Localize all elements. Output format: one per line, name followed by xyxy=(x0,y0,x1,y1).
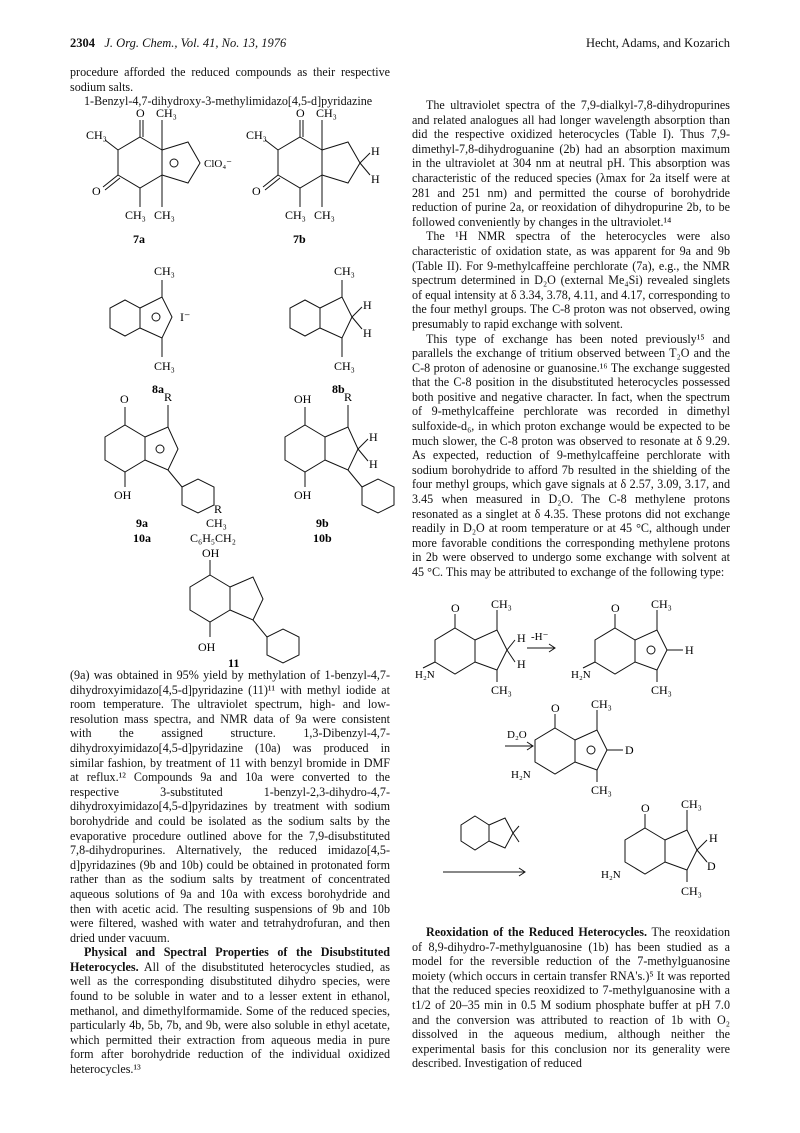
scheme-atom-h2n-4: H₂N xyxy=(601,869,621,881)
scheme-atom-d-3: D xyxy=(625,743,634,757)
scheme-atom-h-1a: H xyxy=(517,631,526,645)
intro-text: procedure afforded the reduced compounds as their respective sodium salts. xyxy=(70,65,390,94)
paragraph-9a: (9a) was obtained in 95% yield by methylation of 1-benzyl-4,7-dihydroxyimidazo[4,5-d]pyridazine (11)¹¹ with methyl iodide at room temperature. The ultraviolet spectrum, high- and low-resolution mass spectra, and NMR data of 9a were consistent with the assigned structure. 1,3-Dibenzyl-4,7-dihydroxyimidazo[4,5-d]pyridazine (10a) was produced in similar fashion, by treatment of 11 with benzyl bromide in DMF at reflux.¹² Compounds 9a and 10a were converted to the respective 3-substituted 1-benzyl-2,3-dihydro-4,7-dihydroxyimidazo[4,5-d]pyridazines by treatment with sodium borohydride and could be isolated as the sodium salts by the evaporative procedure outlined above for the 7,9-disubstituted 7,8-dihydropurines. Alternatively, the reduced imidazo[4,5-d]pyridazines (9b and 10b) could be obtained in protonated form rather than as the sodium salts by treatment of concentrated aqueous solutions of 9a and 10a with excess borohydride and then with acetic acid. The resulting suspensions of 9b and 10b were filtered, washed with water and tetrahydrofuran, and then dried under vacuum. xyxy=(70,668,390,945)
atom-oh-9b: OH xyxy=(294,488,312,502)
atom-ch3-7b-top: CH₃ xyxy=(316,106,337,120)
scheme-arrow-d2o: D₂O xyxy=(507,729,527,741)
atom-iodide-8a: I⁻ xyxy=(180,310,191,324)
label-8a: 8a xyxy=(152,382,164,396)
paragraph-nmr: The ¹H NMR spectra of the heterocycles were also characteristic of oxidation state, as was apparent for 9a and 9b (Table II). For 9-methylcaffeine perchlorate (7a), e.g., the NMR spectrum determined in D₂O (external Me₄Si) revealed singlets of equal intensity at δ 3.34, 3.78, 4.11, and 4.17, corresponding to the four methyl groups. The C-8 proton was not observed, owing presumably to rapid exchange with solvent. xyxy=(412,229,730,331)
page-header-authors: Hecht, Adams, and Kozarich xyxy=(585,36,730,50)
atom-r-9a: R xyxy=(164,390,173,404)
atom-ch3-7a-left: CH₃ xyxy=(86,128,107,142)
atom-oh-11-top: OH xyxy=(202,546,220,560)
atom-ch3-8b-bottom: CH₃ xyxy=(334,359,355,373)
scheme-atom-h2n-3: H₂N xyxy=(511,769,531,781)
atom-ch3-7a-b1: CH₃ xyxy=(125,208,146,222)
scheme-atom-h2n-2: H₂N xyxy=(571,669,591,681)
scheme-atom-ch3-4: CH₃ xyxy=(681,797,702,811)
atom-ch3-8b-top: CH₃ xyxy=(334,264,355,278)
compound-title: 1-Benzyl-4,7-dihydroxy-3-methylimidazo[4,5-d]pyridazine xyxy=(84,94,373,109)
section-heading-properties: Physical and Spectral Properties of the Disubstituted Heterocycles. xyxy=(70,945,390,974)
atom-o-7a-bottom: O xyxy=(92,184,101,198)
scheme-arrow-hydride: -H⁻ xyxy=(531,631,549,643)
substituent-9: CH₃ xyxy=(206,516,227,530)
atom-oh-9b-top: OH xyxy=(294,392,312,406)
atom-ch3-7a-top: CH₃ xyxy=(156,106,177,120)
label-10b: 10b xyxy=(313,531,332,545)
atom-r-9b: R xyxy=(344,390,353,404)
atom-ch3-7b-left: CH₃ xyxy=(246,128,267,142)
substituent-header: R xyxy=(214,502,223,516)
paragraph-uv: The ultraviolet spectra of the 7,9-dialkyl-7,8-dihydropurines and related analogues all had longer wavelength absorption than did the respective oxidized heterocycles (Table I). Thus 7,9-dimethyl-7,8-dihydroguanine (2b) had an absorption maximum in the ultraviolet at 304 nm at neutral pH. This absorption was characteristic of the reduced species (λmax for 2a itself were at 281 and 251 nm) and permitted the course of borohydride reduction of purine 2a, or reoxidation of dihydropurine 2b, to be followed conveniently by changes in the ultraviolet.¹⁴ xyxy=(412,98,730,229)
section-heading-reoxidation: Reoxidation of the Reduced Heterocycles. xyxy=(426,925,647,939)
scheme-atom-h-2: H xyxy=(685,643,694,657)
scheme-atom-ch3-3: CH₃ xyxy=(591,697,612,711)
atom-o-7b-bottom: O xyxy=(252,184,261,198)
scheme-atom-ch3-2b: CH₃ xyxy=(651,683,672,697)
atom-oh-11-bottom: OH xyxy=(198,640,216,654)
atom-clo4-7a: ClO₄⁻ xyxy=(204,158,232,170)
label-9b: 9b xyxy=(316,516,329,530)
atom-h-8b-2: H xyxy=(363,326,372,340)
section-text-properties: All of the disubstituted heterocycles studied, as well as the corresponding disubstituted dihydro species, were found to be soluble in water and to a lesser extent in ethanol, methanol, and dimethylformamide. Some of the reduced species, particularly 4b, 5b, 7b, and 9b, were also soluble in ethyl acetate, which permitted their extraction from aqueous media in pure form after borohydride reduction of the individual oxidized heterocycles.¹³ xyxy=(70,959,390,1077)
atom-h-8b-1: H xyxy=(363,298,372,312)
atom-oh-9a: OH xyxy=(114,488,132,502)
scheme-atom-ch3-2: CH₃ xyxy=(651,598,672,611)
substituent-10: C₆H₅CH₂ xyxy=(190,531,236,545)
journal-citation: J. Org. Chem., Vol. 41, No. 13, 1976 xyxy=(104,36,287,50)
scheme-atom-ch3-1b: CH₃ xyxy=(491,683,512,697)
page-header-left xyxy=(70,36,286,51)
scheme-atom-o-3: O xyxy=(551,701,560,715)
scheme-atom-h-1b: H xyxy=(517,657,526,671)
paragraph-exchange: This type of exchange has been noted previously¹⁵ and parallels the exchange of tritium observed between T₂O and the C-8 proton of adenosine or guanosine.¹⁶ The exchange suggested that the C-8 position in the disubstituted heterocycles possessed both positive and negative character. In fact, when the spectrum of 9-methylcaffeine perchlorate was recorded in dimethyl sulfoxide-d₆, in which proton exchange would be expected to be much slower, the C-8 proton was observed to resonate at δ 9.29. As expected, reduction of 9-methylcaffeine perchlorate with sodium borohydride to afford 7b resulted in the shielding of the four methyl groups, which gave signals at δ 2.57, 3.09, 3.17, and 3.45 when measured in D₂O. The C-8 methylene protons resonated as a singlet at δ 4.35. These protons did not exchange readily in D₂O at room temperature or at 45 °C, although under more favorable conditions the corresponding methylene protons in 2b were observed to undergo some exchange with solvent at 45 °C. This may be attributed to exchange of the following type: xyxy=(412,331,730,579)
atom-o-7b: O xyxy=(296,106,305,120)
scheme-atom-o-2: O xyxy=(611,601,620,615)
atom-h-7b-2: H xyxy=(371,172,380,186)
label-11: 11 xyxy=(228,656,240,670)
atom-h-9b-2: H xyxy=(369,457,378,471)
scheme-atom-ch3-3b: CH₃ xyxy=(591,783,612,797)
label-8b: 8b xyxy=(332,382,345,396)
page-number: 2304 xyxy=(70,36,95,50)
atom-h-9b-1: H xyxy=(369,430,378,444)
label-9a: 9a xyxy=(136,516,148,530)
structures-figure xyxy=(70,95,400,675)
right-column-top xyxy=(412,98,730,580)
atom-ch3-8a-bottom: CH₃ xyxy=(154,359,175,373)
label-7b: 7b xyxy=(293,232,306,246)
scheme-atom-h-4: H xyxy=(709,831,718,845)
exchange-scheme xyxy=(415,598,735,908)
scheme-atom-ch3-1: CH₃ xyxy=(491,598,512,611)
scheme-atom-o-4: O xyxy=(641,801,650,815)
atom-ch3-7a-b2: CH₃ xyxy=(154,208,175,222)
atom-o-9a: O xyxy=(120,392,129,406)
scheme-atom-o-1: O xyxy=(451,601,460,615)
right-column-bottom xyxy=(412,925,730,1071)
scheme-atom-d-4: D xyxy=(707,859,716,873)
scheme-atom-ch3-4b: CH₃ xyxy=(681,884,702,898)
atom-h-7b-1: H xyxy=(371,144,380,158)
scheme-atom-h2n-1: H₂N xyxy=(415,669,435,681)
atom-ch3-8a-top: CH₃ xyxy=(154,264,175,278)
left-column-bottom xyxy=(70,668,390,1077)
atom-ch3-7b-b2: CH₃ xyxy=(314,208,335,222)
label-7a: 7a xyxy=(133,232,145,246)
label-10a: 10a xyxy=(133,531,151,545)
section-text-reoxidation: The reoxidation of 8,9-dihydro-7-methylguanosine (1b) has been studied as a model for the reversible reduction of the 7-methylguanosine moiety (which occurs in certain transfer RNA's.)⁵ It was reported that the reduced species reoxidized to 7-methylguanosine with a t1/2 of 20–35 min in 0.5 M sodium phosphate buffer at pH 7.0 and the conversion was attributed to reaction of 1b with O₂ dissolved in the aqueous medium, although neither the experimental basis for this conclusion nor its generality were described. Investigation of reduced xyxy=(412,925,730,1071)
atom-o-7a: O xyxy=(136,106,145,120)
atom-ch3-7b-b1: CH₃ xyxy=(285,208,306,222)
